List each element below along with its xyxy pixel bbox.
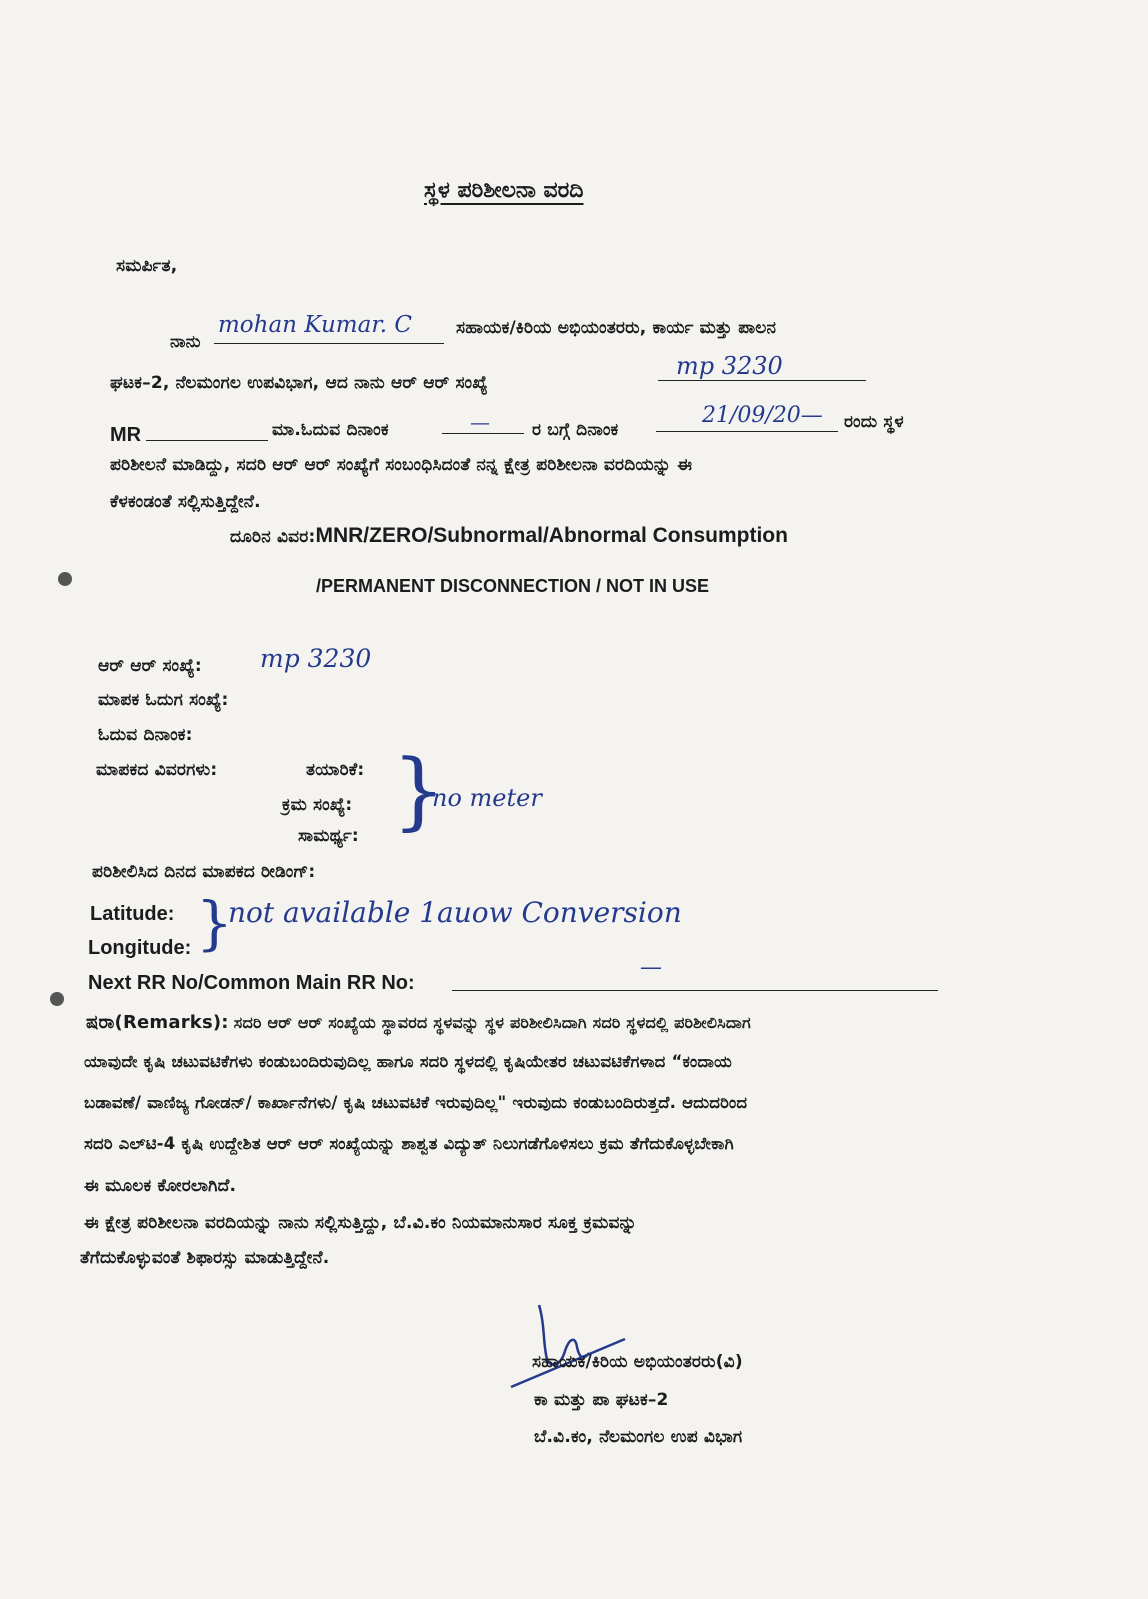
rr-value-handwritten: mp 3230 [260, 644, 372, 673]
remarks-line-2: ಯಾವುದೇ ಕೃಷಿ ಚಟುವಟಿಕೆಗಳು ಕಂಡುಬಂದಿರುವುದಿಲ್ಲ ಹಾಗೂ ಸದರಿ ಸ್ಥಳದಲ್ಲಿ ಕೃಷಿಯೇತರ ಚಟುವಟಿಕೆಗಳಾದ “ಕಂದಾಯ [84, 1052, 732, 1071]
complaint-line-1 [230, 524, 788, 548]
geo-note-handwritten: not available 1auow Conversion [228, 896, 682, 929]
intro-line-4: ಪರಿಶೀಲನೆ ಮಾಡಿದ್ದು, ಸದರಿ ಆರ್ ಆರ್ ಸಂಖ್ಯೆಗೆ ಸಂಬಂಧಿಸಿದಂತೆ ನನ್ನ ಕ್ಷೇತ್ರ ಪರಿಶೀಲನಾ ವರದಿಯನ್ನು ಈ [110, 455, 693, 475]
longitude-label: Longitude: [88, 937, 192, 959]
remarks-label: ಷರಾ(Remarks): [86, 1012, 229, 1033]
meter-details-label: ಮಾಪಕದ ವಿವರಗಳು: [96, 760, 218, 780]
designation-text: ಸಹಾಯಕ/ಕಿರಿಯ ಅಭಿಯಂತರರು, ಕಾರ್ಯ ಮತ್ತು ಪಾಲನ [456, 318, 777, 338]
capacity-label: ಸಾಮರ್ಥ್ಯ: [298, 826, 359, 846]
mr-label: MR [110, 424, 142, 446]
signature-office: ಬೆ.ವಿ.ಕಂ, ನೆಲಮಂಗಲ ಉಪ ವಿಭಾಗ [534, 1427, 743, 1447]
meter-brace: } [392, 741, 446, 839]
complaint-label: ದೂರಿನ ವಿವರ: [230, 527, 316, 547]
reading-date-handwritten: — [470, 410, 490, 434]
intro-line-3-end: ರಂದು ಸ್ಥಳ [844, 412, 904, 432]
remarks-line-1 [86, 1012, 751, 1033]
intro-line-2: ಘಟಕ–2, ನೆಲಮಂಗಲ ಉಪವಿಭಾಗ, ಆದ ನಾನು ಆರ್ ಆರ್ ಸಂಖ್ಯೆ [110, 373, 488, 393]
latitude-label: Latitude: [90, 903, 175, 925]
rr-label: ಆರ್ ಆರ್ ಸಂಖ್ಯೆ: [98, 656, 202, 676]
signature-unit: ಕಾ ಮತ್ತು ಪಾ ಘಟಕ–2 [534, 1390, 669, 1410]
remarks-line-7: ತೆಗೆದುಕೊಳ್ಳುವಂತೆ ಶಿಫಾರಸ್ಸು ಮಾಡುತ್ತಿದ್ದೇನೆ. [80, 1248, 330, 1268]
remarks-line-6: ಈ ಕ್ಷೇತ್ರ ಪರಿಶೀಲನಾ ವರದಿಯನ್ನು ನಾನು ಸಲ್ಲಿಸುತ್ತಿದ್ದು, ಬೆ.ವಿ.ಕಂ ನಿಯಮಾನುಸಾರ ಸೂಕ್ತ ಕ್ರಮವನ್ನು [84, 1213, 637, 1233]
meter-note-handwritten: no meter [432, 784, 542, 812]
remarks-line-5: ಈ ಮೂಲಕ ಕೋರಲಾಗಿದೆ. [84, 1176, 237, 1196]
officer-name-handwritten: mohan Kumar. C [218, 312, 413, 338]
remarks-text-1: ಸದರಿ ಆರ್ ಆರ್ ಸಂಖ್ಯೆಯ ಸ್ಥಾವರದ ಸ್ಥಳವನ್ನು ಸ್ಥಳ ಪರಿಶೀಲಿಸಿದಾಗಿ ಸದರಿ ಸ್ಥಳದಲ್ಲಿ ಪರಿಶೀಲಿಸಿದಾಗ [233, 1013, 751, 1032]
inspection-reading-label: ಪರಿಶೀಲಿಸಿದ ದಿನದ ಮಾಪಕದ ರೀಡಿಂಗ್: [92, 862, 316, 882]
remarks-line-4: ಸದರಿ ಎಲ್‌ಟಿ-4 ಕೃಷಿ ಉದ್ದೇಶಿತ ಆರ್ ಆರ್ ಸಂಖ್ಯೆಯನ್ನು ಶಾಶ್ವತ ವಿದ್ಯುತ್ ನಿಲುಗಡೆಗೊಳಿಸಲು ಕ್ರಮ ತೆಗೆದುಕೊಳ್ಳಬೇಕಾಗಿ [84, 1134, 734, 1153]
inspection-date-handwritten: 21/09/20— [702, 403, 823, 428]
regarding-date-label: ರ ಬಗ್ಗೆ ದಿನಾಂಕ [532, 420, 619, 440]
complaint-types: MNR/ZERO/Subnormal/Abnormal Consumption [315, 524, 788, 547]
next-rr-handwritten: — [640, 955, 662, 980]
serial-label: ಕ್ರಮ ಸಂಖ್ಯೆ: [282, 795, 353, 815]
remarks-line-3: ಬಡಾವಣೆ/ ವಾಣಿಜ್ಯ ಗೋಡನ್/ ಕಾರ್ಖಾನೆಗಳು/ ಕೃಷಿ ಚಟುವಟಿಕೆ ಇರುವುದಿಲ್ಲ" ಇರುವುದು ಕಂಡುಬಂದಿರುತ್ತದೆ. ಆದುದರಿಂದ [84, 1093, 748, 1112]
addressee: ಸಮರ್ಪಿತ, [116, 256, 178, 276]
rr-number-handwritten: mp 3230 [676, 352, 783, 380]
punch-hole-top [58, 572, 72, 586]
intro-prefix: ನಾನು [170, 332, 201, 352]
intro-line-5: ಕೆಳಕಂಡಂತೆ ಸಲ್ಲಿಸುತ್ತಿದ್ದೇನೆ. [110, 492, 261, 512]
next-rr-line [452, 990, 938, 991]
geo-brace: } [196, 889, 233, 957]
reading-date-field-label: ಓದುವ ದಿನಾಂಕ: [98, 725, 193, 745]
make-label: ತಯಾರಿಕೆ: [306, 760, 365, 780]
complaint-line-2: /PERMANENT DISCONNECTION / NOT IN USE [316, 576, 710, 596]
reading-date-label: ಮಾ.ಓದುವ ದಿನಾಂಕ [272, 420, 389, 440]
next-rr-label: Next RR No/Common Main RR No: [88, 972, 415, 994]
officer-name-line [214, 343, 444, 344]
meter-reader-label: ಮಾಪಕ ಓದುಗ ಸಂಖ್ಯೆ: [98, 690, 229, 710]
signature-scribble [505, 1295, 635, 1395]
mr-line [146, 440, 268, 441]
inspection-date-line [656, 431, 838, 432]
signature-designation: ಸಹಾಯಕ/ಕಿರಿಯ ಅಭಿಯಂತರರು(ವಿ) [532, 1352, 743, 1372]
rr-number-line [658, 380, 866, 381]
punch-hole-bottom [50, 992, 64, 1006]
document-title: ಸ್ಥಳ ಪರಿಶೀಲನಾ ವರದಿ [424, 178, 584, 203]
